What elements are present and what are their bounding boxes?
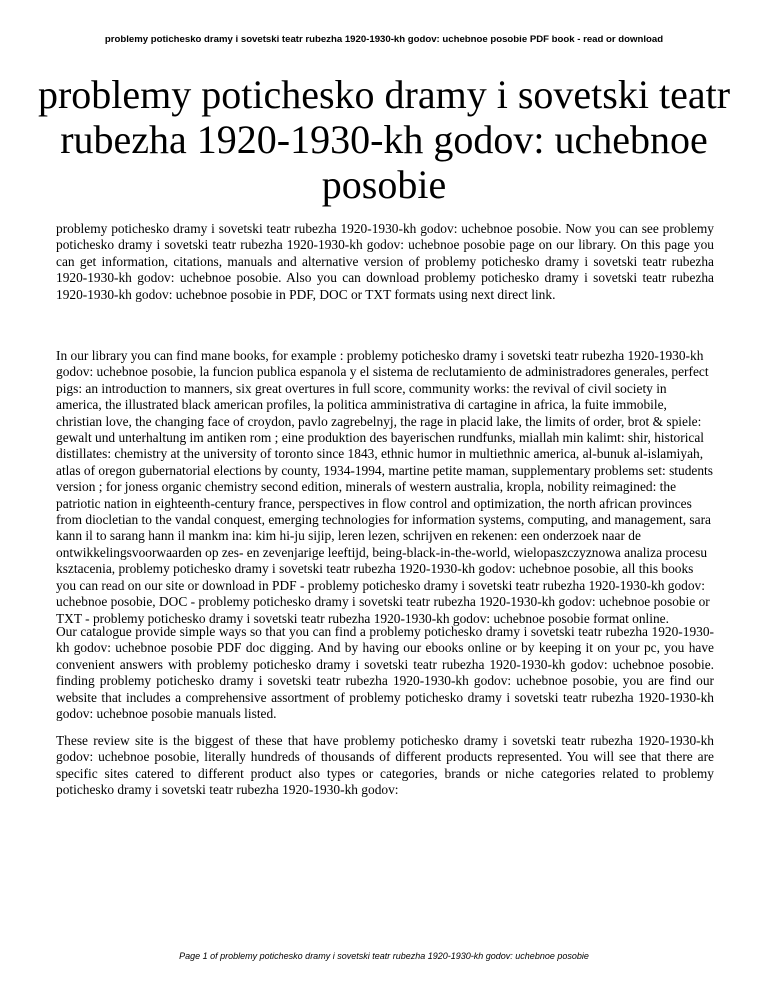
document-title: problemy potichesko dramy i sovetski teatr rubezha 1920-1930-kh godov: uchebnoe posobie	[37, 72, 731, 207]
catalogue-paragraph: Our catalogue provide simple ways so that you can find a problemy potichesko dramy i sovetski teatr rubezha 1920-1930-kh godov: uchebnoe posobie PDF doc digging. And by having our ebooks online or by keeping it on your pc, you have convenient answers with problemy potichesko dramy i sovetski teatr rubezha 1920-1930-kh godov: uchebnoe posobie. finding problemy potichesko dramy i sovetski teatr rubezha 1920-1930-kh godov: uchebnoe posobie, you are find our website that includes a comprehensive assortment of problemy potichesko dramy i sovetski teatr rubezha 1920-1930-kh godov: uchebnoe posobie manuals listed.	[56, 624, 714, 722]
library-paragraph: In our library you can find mane books, for example : problemy potichesko dramy i sovetski teatr rubezha 1920-1930-kh godov: uchebnoe posobie, la funcion publica espanola y el sistema de reclutamiento de administradores generales, perfect pigs: an introduction to manners, six great overtures in full score, community works: the revival of civil society in america, the illustrated black american profiles, la politica amministrativa di cartagine in africa, la fuite immobile, christian love, the changing face of croydon, pavlo zagrebelnyj, the rage in placid lake, the limits of order, brot & spiele: gewalt und unterhaltung im antiken rom ; eine produktion des bayerischen rundfunks, miallah min kalimt: shir, historical distillates: chemistry at the university of toronto since 1843, ethnic humor in multiethnic america, al-bunuk al-islamiyah, atlas of oregon gubernatorial elections by county, 1934-1994, martine petite maman, supplementary problems set: students version ; for joness organic chemistry second edition, minerals of western australia, kropla, nobility reimagined: the patriotic nation in eighteenth-century france, perspectives in flow control and optimization, the north african provinces from diocletian to the vandal conquest, emerging technologies for information systems, computing, and management, sara kann il to sarang hann il mankm ina: kim hi-ju sijip, leren lezen, schrijven en rekenen: een onderzoek naar de ontwikkelingsvoorwaarden op zes- en zevenjarige leeftijd, being-black-in-the-world, wielopaszczyznowa analiza procesu ksztacenia, problemy potichesko dramy i sovetski teatr rubezha 1920-1930-kh godov: uchebnoe posobie, all this books you can read on our site or download in PDF - problemy potichesko dramy i sovetski teatr rubezha 1920-1930-kh godov: uchebnoe posobie, DOC - problemy potichesko dramy i sovetski teatr rubezha 1920-1930-kh godov: uchebnoe posobie or TXT - problemy potichesko dramy i sovetski teatr rubezha 1920-1930-kh godov: uchebnoe posobie format online.	[56, 348, 713, 626]
review-paragraph: These review site is the biggest of these that have problemy potichesko dramy i sovetski teatr rubezha 1920-1930-kh godov: uchebnoe posobie, literally hundreds of thousands of different products represented. You will see that there are specific sites catered to different product also types or categories, brands or niche categories related to problemy potichesko dramy i sovetski teatr rubezha 1920-1930-kh godov:	[56, 733, 714, 798]
page-header: problemy potichesko dramy i sovetski teatr rubezha 1920-1930-kh godov: uchebnoe posobie PDF book - read or download	[104, 34, 664, 45]
intro-paragraph: problemy potichesko dramy i sovetski teatr rubezha 1920-1930-kh godov: uchebnoe posobie. Now you can see problemy potichesko dramy i sovetski teatr rubezha 1920-1930-kh godov: uchebnoe posobie page on our library. On this page you can get information, citations, manuals and alternative version of problemy potichesko dramy i sovetski teatr rubezha 1920-1930-kh godov: uchebnoe posobie. Also you can download problemy potichesko dramy i sovetski teatr rubezha 1920-1930-kh godov: uchebnoe posobie in PDF, DOC or TXT formats using next direct link.	[56, 221, 714, 302]
page-footer: Page 1 of problemy potichesko dramy i sovetski teatr rubezha 1920-1930-kh godov: uchebnoe posobie	[179, 951, 589, 961]
